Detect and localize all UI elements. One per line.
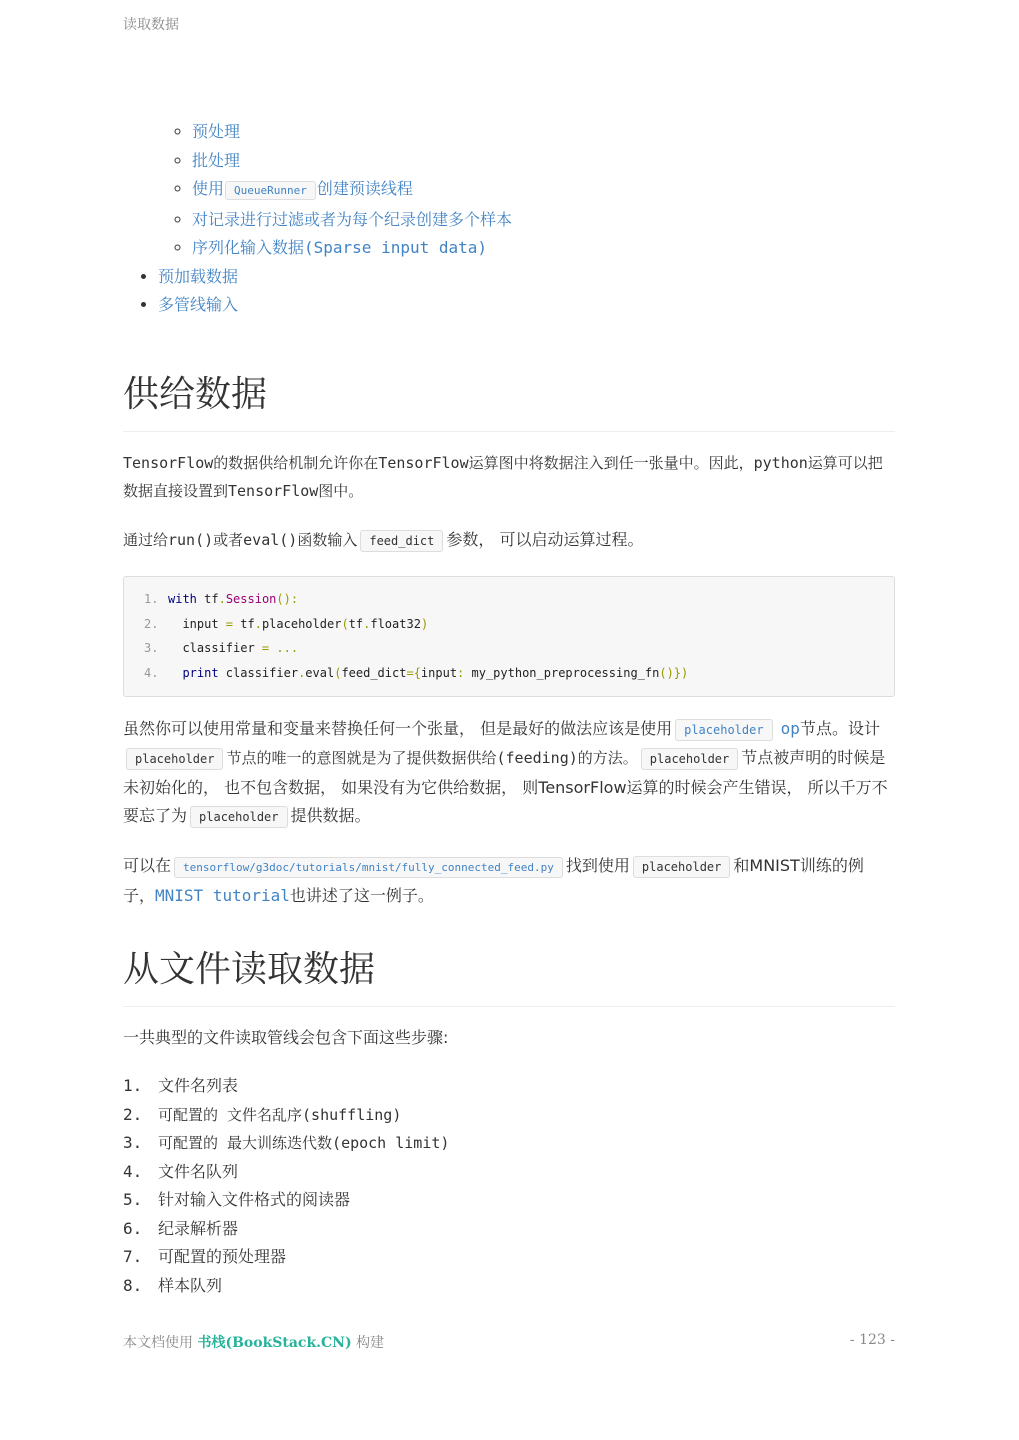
list-item <box>123 1129 895 1158</box>
toc-item[interactable] <box>192 147 895 176</box>
toc-link-filtering[interactable]: 对记录进行过滤或者为每个纪录创建多个样本 <box>192 209 513 229</box>
text-span: 虽然你可以使用常量和变量来替换任何一个张量， 但是最好的做法应该是使用 <box>123 718 673 738</box>
list-number: 7. <box>123 1247 143 1267</box>
mnist-tutorial-link[interactable]: MNIST tutorial <box>155 886 290 906</box>
section-heading-reading-files: 从文件读取数据 <box>123 941 895 1007</box>
list-text: 样本队列 <box>158 1275 223 1295</box>
text-span: 和MNIST训练的例子， <box>123 855 864 906</box>
page-number: - 123 - <box>849 1332 895 1348</box>
text-span: 节点。设计 <box>799 718 880 738</box>
line-number: 1. <box>144 592 159 606</box>
text-span: 找到使用 <box>565 855 630 875</box>
line-number: 4. <box>144 666 159 681</box>
list-number: 3. <box>123 1133 143 1153</box>
footer-prefix: 本文档使用 <box>123 1335 193 1351</box>
line-number: 2. <box>144 616 159 631</box>
paragraph <box>123 852 895 911</box>
list-item <box>123 1101 895 1130</box>
toc-item[interactable] <box>158 291 895 320</box>
list-item <box>123 1186 895 1215</box>
toc-link-pre: 使用 <box>192 179 225 198</box>
toc-sublist <box>123 118 895 263</box>
paragraph <box>123 526 895 556</box>
paragraph <box>123 715 895 832</box>
inline-code: placeholder <box>190 806 287 828</box>
list-text: 针对输入文件格式的阅读器 <box>158 1190 351 1210</box>
list-item <box>123 1158 895 1187</box>
toc-link-batching[interactable]: 批处理 <box>192 150 241 170</box>
text-span: 通过给run()或者eval()函数输入 <box>123 530 358 549</box>
list-item <box>123 1215 895 1244</box>
toc-list <box>123 263 895 320</box>
inline-code: feed_dict <box>360 530 443 552</box>
inline-code: placeholder <box>641 748 738 770</box>
toc-item[interactable] <box>192 234 895 263</box>
list-number: 8. <box>123 1275 143 1295</box>
text-span: 节点的唯一的意图就是为了提供数据供给(feeding)的方法。 <box>226 749 638 768</box>
inline-code: placeholder <box>633 856 730 878</box>
toc-item[interactable] <box>192 206 895 235</box>
paragraph: TensorFlow的数据供给机制允许你在TensorFlow运算图中将数据注入到任一张量中。因此，python运算可以把数据直接设置到TensorFlow图中。 <box>123 453 883 500</box>
op-link[interactable]: op <box>780 718 800 738</box>
code-line: 4. print classifier.eval(feed_dict={input: my_python_preprocessing_fn()}) <box>144 661 878 686</box>
list-number: 2. <box>123 1104 143 1124</box>
toc-link-queuerunner[interactable] <box>192 179 413 198</box>
list-item <box>123 1243 895 1272</box>
text-span: 参数， 可以启动运算过程。 <box>446 529 644 549</box>
file-path-link[interactable]: tensorflow/g3doc/tutorials/mnist/fully_connected_feed.py <box>174 857 563 878</box>
list-text: 可配置的 文件名乱序(shuffling) <box>158 1105 402 1124</box>
line-number: 3. <box>144 641 159 656</box>
paragraph: 一共典型的文件读取管线会包含下面这些步骤: <box>123 1027 449 1047</box>
list-number: 1. <box>123 1076 143 1096</box>
bookstack-link[interactable]: 书栈(BookStack.CN) <box>197 1335 352 1351</box>
document-body <box>123 118 895 1300</box>
text-span: 提供数据。 <box>290 806 371 826</box>
toc-link-sparse-input[interactable]: 序列化输入数据(Sparse input data) <box>192 238 488 257</box>
text-span: 可以在 <box>123 855 172 875</box>
code-line: 2. input = tf.placeholder(tf.float32) <box>144 612 878 637</box>
footer-suffix: 构建 <box>356 1335 385 1351</box>
toc-link-multiple-pipelines[interactable]: 多管线输入 <box>158 295 239 314</box>
code-line: 3. classifier = ... <box>144 636 878 661</box>
list-item <box>123 1272 895 1301</box>
footer-credit <box>123 1332 384 1352</box>
text-span: 也讲述了这一例子。 <box>289 886 434 906</box>
list-text: 可配置的预处理器 <box>158 1247 287 1267</box>
toc-item[interactable] <box>192 175 895 206</box>
inline-code: placeholder <box>126 748 223 770</box>
steps-list <box>123 1072 895 1300</box>
toc-item[interactable] <box>158 263 895 292</box>
running-header: 读取数据 <box>123 17 179 33</box>
list-item <box>123 1072 895 1101</box>
section-heading-feeding: 供给数据 <box>123 366 895 432</box>
toc-link-preloaded-data[interactable]: 预加载数据 <box>158 266 239 286</box>
toc-link-preprocessing[interactable]: 预处理 <box>192 122 241 141</box>
list-text: 纪录解析器 <box>158 1218 239 1238</box>
list-number: 5. <box>123 1190 143 1210</box>
list-number: 4. <box>123 1161 143 1181</box>
inline-code: QueueRunner <box>225 181 316 200</box>
toc-item[interactable] <box>192 118 895 147</box>
inline-code-link[interactable]: placeholder <box>675 719 772 741</box>
code-block <box>123 576 895 697</box>
list-text: 文件名列表 <box>158 1076 239 1096</box>
code-line: 1. with tf.Session(): <box>144 587 878 612</box>
text-span: 节点被声明的时候是未初始化的， 也不包含数据， 如果没有为它供给数据， 则TensorFlow运算的时候会产生错误， 所以千万不要忘了为 <box>123 748 888 826</box>
list-text: 文件名队列 <box>158 1161 239 1181</box>
list-number: 6. <box>123 1218 143 1238</box>
list-text: 可配置的 最大训练迭代数(epoch limit) <box>158 1134 450 1153</box>
toc-link-post: 创建预读线程 <box>316 179 413 198</box>
